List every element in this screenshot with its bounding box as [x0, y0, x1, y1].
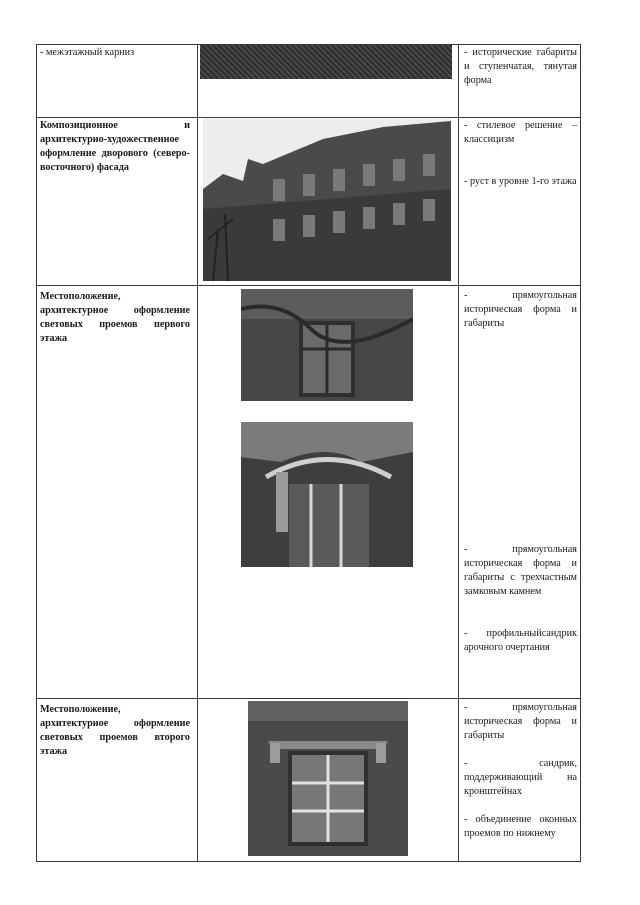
notes-cornice: - исторические габариты и ступенчатая, тянутая форма [464, 47, 577, 86]
feature-cornice: - межэтажный карниз [40, 47, 135, 58]
first-floor-window-photo [241, 289, 413, 401]
notes-first-floor-sandrik: - профильныйсандрик арочного очертания [464, 628, 577, 653]
notes-second-floor-joining: - объединение оконных проемов по нижнему [464, 814, 577, 839]
second-floor-window-photo [248, 701, 408, 856]
row-divider-2 [36, 285, 581, 286]
notes-courtyard-rust: - руст в уровне 1-го этажа [464, 176, 577, 187]
courtyard-facade-photo [203, 119, 451, 281]
table-border-left [36, 44, 37, 861]
arched-sandrik-photo [241, 422, 413, 567]
feature-first-floor-windows: Местоположение, архитектурное оформление световых проемов первого этажа [40, 291, 190, 344]
feature-courtyard-facade: Композиционное и архитектурно-художественное оформление дворового (северо-восточного) фасада [40, 120, 190, 173]
row-divider-3 [36, 698, 581, 699]
table-border-right [580, 44, 581, 861]
notes-first-floor-keystone: - прямоугольная историческая форма и габариты с трехчастным замковым камнем [464, 544, 577, 597]
feature-second-floor-windows: Местоположение, архитектурное оформление световых проемов второго этажа [40, 704, 190, 757]
notes-second-floor-sandrik: - сандрик, поддерживающий на кронштейнах [464, 758, 577, 797]
row-divider-1 [36, 117, 581, 118]
notes-second-floor-form: - прямоугольная историческая форма и габариты [464, 702, 577, 741]
notes-courtyard-style: - стилевое решение – классицизм [464, 120, 577, 145]
table-border-bottom [36, 861, 581, 862]
column-divider-2 [458, 44, 459, 861]
notes-first-floor-upper: - прямоугольная историческая форма и габариты [464, 290, 577, 329]
facade-photo [200, 45, 452, 79]
column-divider-1 [197, 44, 198, 861]
